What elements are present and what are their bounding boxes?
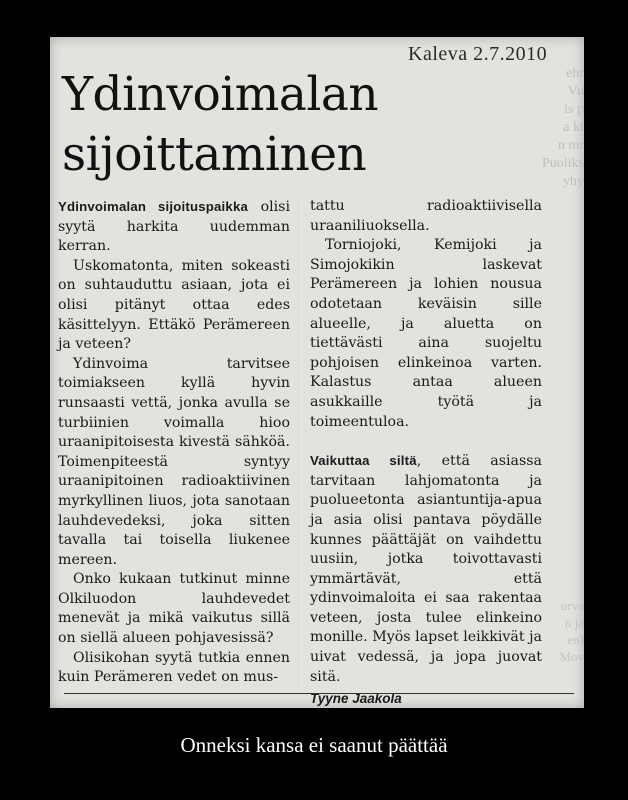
headline xyxy=(62,65,482,185)
lead-paragraph xyxy=(58,197,290,257)
lead-bold-2: Vaikuttaa siltä xyxy=(310,453,417,469)
author-name: Tyyne Jaakola xyxy=(310,691,402,707)
headline-line-1: Ydinvoimalan xyxy=(62,67,379,122)
bleed-through-text-bottom: urva n ja en) Mov xyxy=(559,598,584,664)
paragraph: Ydinvoima tarvitsee toimiakseen kyllä hyvin runsaasti vettä, jonka avulla se turbiinien voimalla hioo uraanipitoisesta kivestä sähköä. Toimenpiteestä syntyy uraanipitoinen radioaktiivinen myrkyllinen liuos, jota sanotaan lauhdevedeksi, joka sitten tavalla tai toisella liukenee mereen. xyxy=(58,355,290,568)
bottom-rule xyxy=(64,693,574,694)
source-date: Kaleva 2.7.2010 xyxy=(408,43,548,65)
column-divider xyxy=(298,197,299,687)
article-column-left xyxy=(58,197,290,688)
bleed-through-text-top: ehr Vu is p a kt n mr Puoliks yhy xyxy=(541,66,584,189)
paragraph: Torniojoki, Kemijoki ja Simojokikin laskevat Perämereen ja lohien nousua odotetaan keväisin sille alueelle, ja aluetta on tiettävästi aina suojeltu pohjoisen elinkeinoa varten. Kalastus antaa alueen asukkaille työtä ja toimeentuloa. xyxy=(310,237,542,430)
headline-line-2: sijoittaminen xyxy=(62,127,367,182)
newspaper-clipping xyxy=(50,37,584,708)
paragraph: Onko kukaan tutkinut minne Olkiluodon lauhdevedet menevät ja mikä vaikutus sillä on siellä alueen pohjavesissä? xyxy=(58,571,290,647)
paragraph-continuation: tattu radioaktiivisella uraaniliuoksella. xyxy=(310,198,542,234)
paragraph: Olisikohan syytä tutkia ennen kuin Perämeren vedet on mus- xyxy=(58,649,290,686)
paragraph: Uskomatonta, miten sokeasti on suhtauduttu asiaan, jota ei olisi pitänyt ottaa edes käsittelyyn. Ettäkö Perämereen ja veteen? xyxy=(58,257,290,353)
poster-caption: Onneksi kansa ei saanut päättää xyxy=(180,733,448,757)
lead-text-2: , että asiassa tarvitaan lahjomatonta ja puolueetonta asiantuntija-apua ja asia olisi pantava pöydälle kunnes päättäjät on vaihdettu uusiin, jotka toivottavasti ymmärtävät, että ydinvoimaloita ei saa rakentaa veteen, josta tulee elinkeino monille. Myös lapset leikkivät ja uivat vedessä, ja jopa juovat sitä. xyxy=(310,453,542,685)
lead-paragraph-2 xyxy=(310,451,542,687)
article-column-right xyxy=(310,197,542,708)
lead-text: olisi syytä harkita uudemman kerran. xyxy=(58,199,290,255)
lead-bold: Ydinvoimalan sijoituspaikka xyxy=(58,199,249,214)
